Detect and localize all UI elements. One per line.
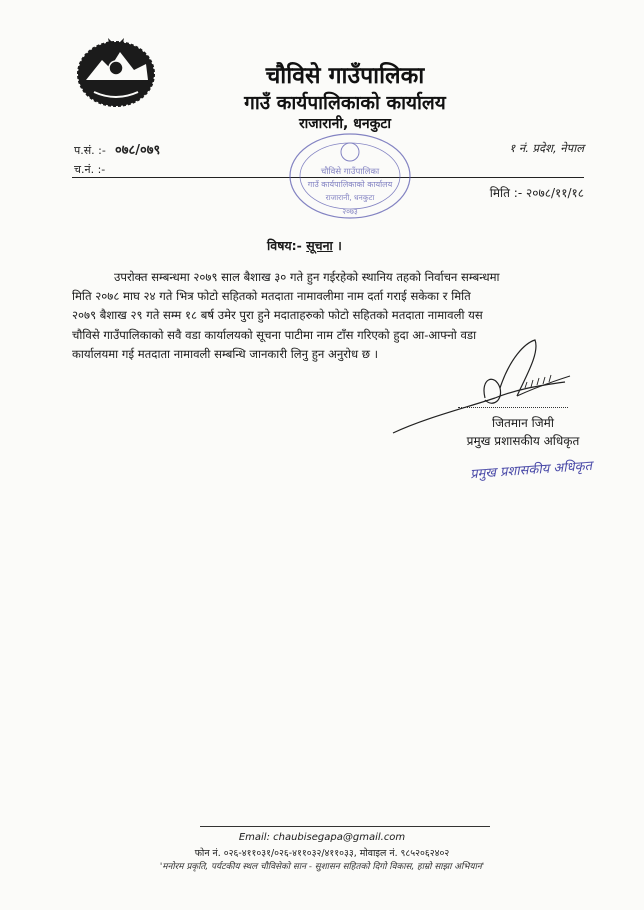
subject-end: । <box>337 238 342 253</box>
body-line-2: मिति २०७८ माघ २४ गते भित्र फोटो सहितको मतदाता नामावलीमा नाम दर्ता गराई सकेका र मिति <box>72 289 471 304</box>
subject-line <box>267 237 342 254</box>
footer-rule <box>200 826 490 827</box>
letter-date <box>490 184 584 201</box>
nepal-emblem-logo <box>74 34 158 110</box>
date-label: मिति :- <box>489 186 523 200</box>
stamp-line-2: गाउँ कार्यपालिकाको कार्यालय <box>307 180 393 189</box>
footer-slogan: 'मनोरम प्रकृति, पर्यटकीय स्थल चौविसेको सान - सुशासन सहितको दिगो विकास, हाम्रो साझा अभियान' <box>159 862 485 872</box>
reference-number: ०७८/०७९ <box>115 143 161 158</box>
body-line-5: कार्यालयमा गई मतदाता नामावली सम्बन्धि जानकारी लिनु हुन अनुरोध छ । <box>72 346 379 361</box>
signature-dotted-line <box>458 407 568 408</box>
date-value: २०७८/११/१८ <box>525 186 584 200</box>
body-line-1: उपरोक्त सम्बन्धमा २०७९ साल बैशाख ३० गते हुन गईरहेको स्थानिय तहको निर्वाचन सम्बन्धमा <box>114 270 500 284</box>
body-line-3: २०७९ बैशाख २९ गते सम्म १८ बर्ष उमेर पुरा हुने मदाताहरुको फोटो सहितको मतदाता नामावली यस <box>72 308 483 323</box>
stamp-line-3: राजारानी, धनकुटा <box>325 193 375 202</box>
designation-stamp: प्रमुख प्रशासकीय अधिकृत <box>469 458 593 483</box>
signatory-title: प्रमुख प्रशासकीय अधिकृत <box>466 434 580 448</box>
subject-value: सूचना <box>306 238 333 253</box>
signatory-name: जितमान जिमी <box>492 416 554 430</box>
office-address: राजारानी, धनकुटा <box>298 116 392 132</box>
footer-email: Email: chaubisegapa@gmail.com <box>238 832 406 843</box>
stamp-line-4: २०७३ <box>342 207 358 216</box>
office-subtitle: गाउँ कार्यपालिकाको कार्यालय <box>244 92 446 114</box>
reference-label: प.सं. :- <box>74 144 106 157</box>
office-seal-stamp <box>285 130 415 225</box>
province-text: १ नं. प्रदेश, नेपाल <box>509 141 584 155</box>
signatory-block <box>448 414 598 449</box>
office-name: चौविसे गाउँपालिका <box>265 63 425 89</box>
body-line-4: चौविसे गाउँपालिकाको सवै वडा कार्यालयको सूचना पाटीमा नाम टाँस गरिएको हुदा आ-आफ्नो वडा <box>72 327 477 342</box>
footer-phone: फोन नं. ०२६-४११०३१/०२६-४११०३२/४११०३३, मोवाइल नं. ९८५२०६२४०२ <box>194 848 450 859</box>
dispatch-number-label: च.नं. :- <box>74 163 106 176</box>
stamp-line-1: चौविसे गाउँपालिका <box>320 167 380 177</box>
subject-label: विषय:- <box>267 238 302 253</box>
